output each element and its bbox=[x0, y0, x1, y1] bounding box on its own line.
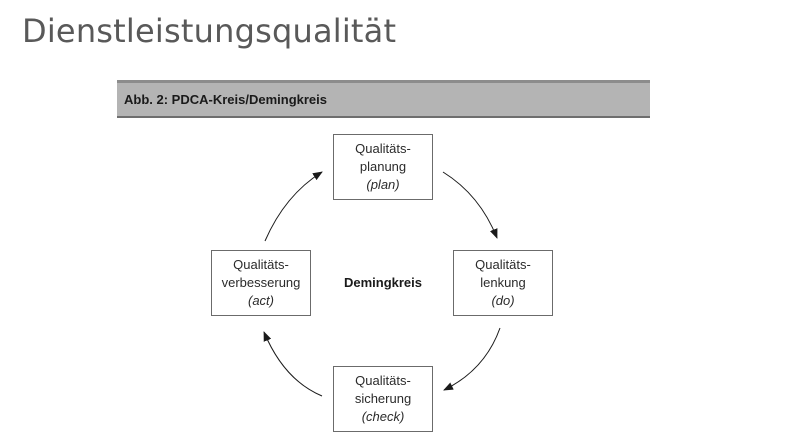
arrow-do-to-check bbox=[444, 328, 500, 390]
node-do-line2: lenkung bbox=[480, 275, 526, 290]
node-act-line2: verbesserung bbox=[221, 275, 301, 290]
node-check-line2: sicherung bbox=[354, 391, 412, 406]
node-do-line3: (do) bbox=[491, 293, 515, 308]
node-do bbox=[453, 250, 553, 316]
figure-caption: Abb. 2: PDCA-Kreis/Demingkreis bbox=[124, 92, 327, 107]
node-act-line1: Qualitäts- bbox=[233, 257, 289, 272]
arrow-plan-to-do bbox=[443, 172, 497, 238]
node-check bbox=[333, 366, 433, 432]
node-plan-line1: Qualitäts- bbox=[355, 141, 411, 156]
node-plan-line3: (plan) bbox=[366, 177, 400, 192]
node-act-line3: (act) bbox=[248, 293, 274, 308]
node-do-line1: Qualitäts- bbox=[475, 257, 531, 272]
node-plan-line2: planung bbox=[359, 159, 407, 174]
center-label: Demingkreis bbox=[343, 275, 423, 290]
node-check-line3: (check) bbox=[361, 409, 405, 424]
arrow-act-to-plan bbox=[265, 172, 322, 241]
arrow-check-to-act bbox=[264, 332, 322, 396]
node-act bbox=[211, 250, 311, 316]
slide-title: Dienstleistungsqualität bbox=[22, 12, 397, 50]
node-plan bbox=[333, 134, 433, 200]
node-check-line1: Qualitäts- bbox=[355, 373, 411, 388]
